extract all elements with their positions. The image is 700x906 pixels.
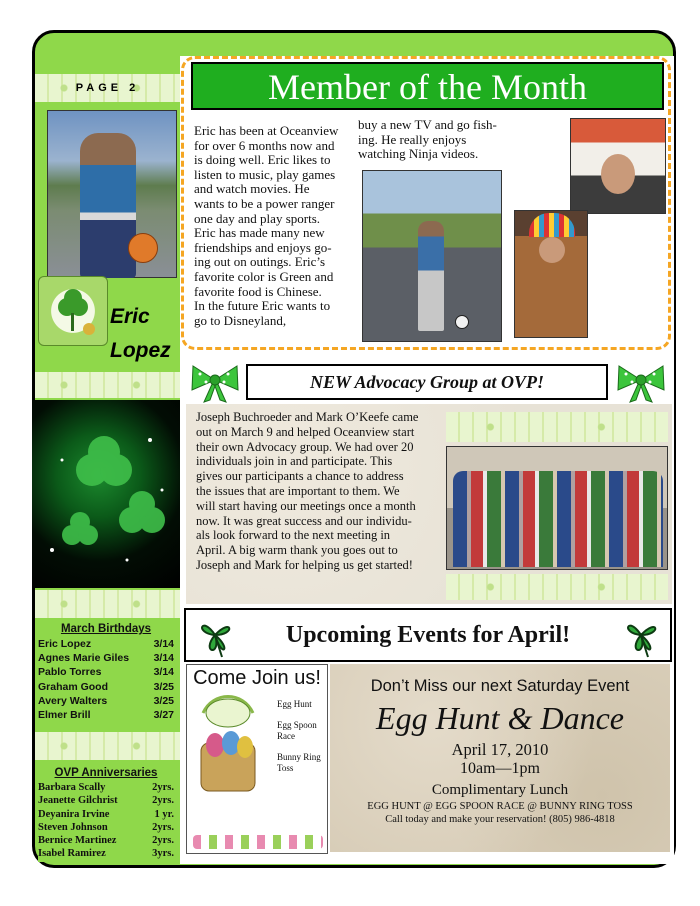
text-line: favorite color is Green and	[194, 268, 334, 284]
birthdays-box	[38, 622, 174, 726]
shamrock-art	[32, 400, 180, 588]
anniversary-years: 3yrs.	[152, 848, 174, 860]
text-line: In the future Eric wants to	[194, 298, 331, 314]
shamrock-icon	[32, 400, 180, 588]
anniversary-row	[38, 794, 174, 807]
advocacy-text	[196, 410, 446, 573]
basketball	[128, 233, 158, 263]
flyer-item: Bunny Ring Toss	[277, 752, 321, 773]
anniversary-row	[38, 808, 174, 821]
anniversary-row	[38, 834, 174, 847]
birthday-row	[38, 708, 174, 722]
clover-clipart	[38, 276, 108, 346]
text-line: ing out on outings. Eric’s	[194, 254, 326, 270]
birthday-name: Eric Lopez	[38, 638, 92, 650]
upcoming-banner	[184, 608, 672, 662]
text-line: the issues that are important to them. We	[196, 483, 400, 498]
page-number: PAGE 2	[75, 82, 140, 94]
anniversary-years: 2yrs.	[152, 795, 174, 807]
flyer-title: Come Join us!	[193, 667, 321, 689]
member-of-month-heading: Member of the Month	[191, 62, 664, 110]
text-line: individuals join in and participate. This	[196, 454, 393, 469]
birthday-date: 3/27	[153, 709, 174, 722]
flyer-item: Egg Spoon Race	[277, 720, 317, 741]
text-line: favorite food is Chinese.	[194, 283, 322, 299]
flyer-items	[277, 699, 327, 774]
anniversary-row	[38, 781, 174, 794]
anniversary-name: Bernice Martinez	[38, 835, 117, 847]
player-figure	[418, 221, 444, 331]
leprechaun-icon	[39, 277, 109, 347]
advocacy-banner	[246, 364, 608, 400]
birthday-name: Avery Walters	[38, 694, 108, 707]
text-line: their own Advocacy group. We had over 20	[196, 439, 414, 454]
eric-portrait-photo	[47, 110, 177, 278]
birthday-date: 3/25	[153, 680, 174, 693]
costume-photo-1	[570, 118, 666, 214]
anniversary-name: Isabel Ramirez	[38, 848, 106, 860]
member-text-col1	[194, 124, 354, 328]
event-intro: Don’t Miss our next Saturday Event	[370, 677, 630, 695]
headdress	[529, 213, 575, 237]
text-line: Eric has been at Oceanview	[194, 123, 339, 138]
anniversary-name: Deyanira Irvine	[38, 808, 110, 820]
advocacy-heading: NEW Advocacy Group at OVP!	[310, 372, 544, 392]
flyer-item: Egg Hunt	[277, 699, 312, 709]
flyer-eggs	[193, 835, 323, 849]
event-lunch: Complimentary Lunch	[431, 782, 569, 798]
bow-icon	[188, 360, 242, 404]
text-line: friendships and enjoys go-	[194, 239, 332, 255]
event-call: Call today and make your reservation! (805) 986-4818	[385, 814, 615, 825]
decor-strip-photo-bottom	[446, 574, 668, 600]
text-line: Joseph Buchroeder and Mark O’Keefe came	[196, 410, 419, 424]
text-line: buy a new TV and go fish-	[358, 117, 497, 132]
text-line: will start having our meetings once a month	[196, 498, 416, 513]
shamrock-icon	[192, 613, 238, 659]
anniversary-name: Jeanette Gilchrist	[38, 795, 118, 807]
birthdays-title: March Birthdays	[60, 623, 152, 635]
text-line: watching Ninja videos.	[358, 146, 479, 162]
decor-strip-1	[35, 372, 180, 398]
birthday-row	[38, 637, 174, 651]
birthday-name: Elmer Brill	[38, 709, 91, 722]
anniversary-years: 2yrs.	[152, 782, 174, 793]
event-activities: EGG HUNT @ EGG SPOON RACE @ BUNNY RING TOSS	[367, 801, 633, 812]
text-line: for over 6 months now and	[194, 137, 335, 153]
birthday-row	[38, 680, 174, 694]
anniversary-years: 1 yr.	[154, 808, 174, 820]
anniversary-name: Barbara Scally	[38, 782, 106, 793]
soccer-ball	[455, 315, 469, 329]
advocacy-group-photo	[446, 446, 668, 570]
birthday-row	[38, 665, 174, 679]
text-line: out on March 9 and helped Oceanview start	[196, 424, 415, 439]
anniversaries-title: OVP Anniversaries	[54, 767, 158, 779]
green-bow-left	[188, 360, 242, 409]
text-line: gives our participants a chance to address	[196, 469, 404, 484]
birthday-name: Pablo Torres	[38, 666, 102, 679]
upcoming-heading: Upcoming Events for April!	[285, 622, 571, 648]
text-line: April. A big warm thank you goes out to	[196, 543, 398, 558]
birthday-row	[38, 694, 174, 708]
birthday-name: Agnes Marie Giles	[38, 652, 130, 665]
person-figure	[80, 133, 136, 278]
decor-strip-photo-top	[446, 412, 668, 442]
text-line: now. It was great success and our individu-	[196, 513, 412, 528]
text-line: als look forward to the next meeting in	[196, 528, 391, 543]
event-name: Egg Hunt & Dance	[376, 700, 624, 736]
member-last-name: Lopez	[110, 339, 171, 362]
easter-basket-icon	[193, 693, 263, 803]
page-label-strip	[35, 74, 180, 102]
event-panel	[330, 664, 670, 852]
decor-strip-3	[35, 732, 180, 760]
bow-icon	[614, 360, 668, 404]
decor-strip-2	[35, 590, 180, 618]
anniversary-name: Steven Johnson	[38, 821, 108, 833]
green-bow-right	[614, 360, 668, 409]
text-line: is doing well. Eric likes to	[194, 152, 331, 168]
shamrock-icon	[618, 613, 664, 659]
anniversary-row	[38, 847, 174, 860]
face	[539, 237, 565, 263]
flyer	[186, 664, 328, 854]
text-line: ing. He really enjoys	[358, 131, 467, 147]
event-time: 10am—1pm	[460, 760, 540, 777]
anniversaries-box	[38, 766, 174, 862]
event-date: April 17, 2010	[451, 740, 549, 759]
anniversary-years: 2yrs.	[152, 835, 174, 847]
costume-photo-2	[514, 210, 588, 338]
birthday-date: 3/14	[153, 638, 174, 650]
anniversary-years: 2yrs.	[152, 821, 174, 833]
birthday-date: 3/14	[153, 666, 174, 679]
text-line: and watch movies. He	[194, 181, 310, 197]
text-line: one day and play sports.	[194, 210, 321, 226]
member-text-col2	[358, 118, 518, 162]
birthday-name: Graham Good	[38, 680, 109, 693]
birthday-date: 3/25	[153, 694, 174, 707]
text-line: wants to be a power ranger	[194, 195, 335, 211]
anniversary-row	[38, 821, 174, 834]
birthday-row	[38, 651, 174, 665]
member-first-name: Eric	[110, 305, 150, 328]
text-line: Eric has made many new	[194, 225, 325, 241]
text-line: Joseph and Mark for helping us get started!	[196, 557, 413, 572]
face	[601, 154, 635, 194]
group-figures	[453, 471, 663, 567]
birthday-date: 3/14	[153, 652, 174, 665]
soccer-photo	[362, 170, 502, 342]
text-line: go to Disneyland,	[194, 312, 287, 328]
text-line: listen to music, play games	[194, 166, 336, 182]
